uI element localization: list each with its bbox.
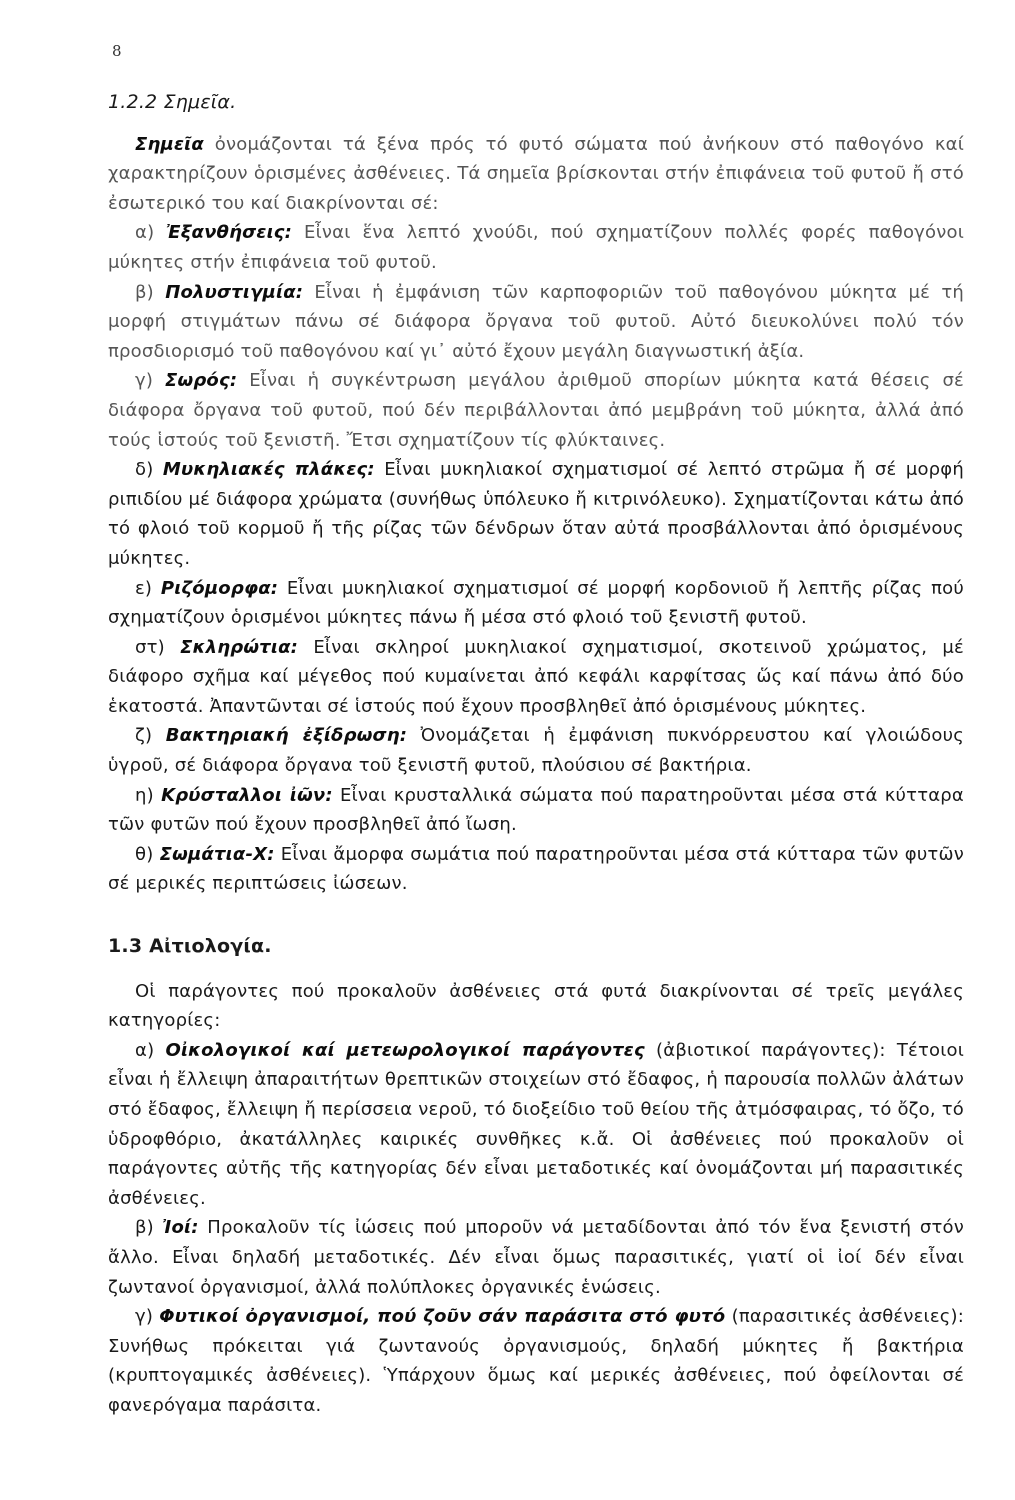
item-prefix: γ) bbox=[135, 1306, 160, 1328]
term: Σωρός: bbox=[165, 370, 238, 392]
item-text: Προκαλοῦν τίς ἰώσεις πού μποροῦν νά μεταδίδονται ἀπό τόν ἕνα ξενιστή στόν ἄλλο. Εἶναι δηλαδή μεταδοτικές. Δέν εἶναι ὅμως παρασιτικές, γιατί οἱ ἰοί δέν εἶναι ζωντανοί ὀργανισμοί, ἀλλά πολύπλοκες ὀργανικές ἑνώσεις. bbox=[108, 1217, 964, 1298]
term: Πολυστιγμία: bbox=[165, 281, 304, 303]
term: Σκληρώτια: bbox=[180, 636, 299, 658]
item-text: Εἶναι ἕνα λεπτό χνούδι, πού σχηματίζουν πολλές φορές παθογόνοι μύκητες στήν ἐπιφάνεια τοῦ φυτοῦ. bbox=[108, 222, 964, 273]
item-text: Ὀνομάζεται ἡ ἐμφάνιση πυκνόρρευστου καί γλοιώδους ὑγροῦ, σέ διάφορα ὄργανα τοῦ ξενιστῆ φυτοῦ, πλούσιου σέ βακτήρια. bbox=[108, 725, 964, 777]
item-text: (παρασιτικές ἀσθένειες): Συνήθως πρόκειται γιά ζωντανούς ὀργανισμούς, δηλαδή μύκητες ἤ βακτήρια (κρυπτογαμικές ἀσθένειες). Ὑπάρχουν ὅμως καί μερικές ἀσθένειες, πού ὀφείλονται σέ φανερόγαμα παράσιτα. bbox=[108, 1306, 965, 1416]
cause-item-b bbox=[108, 1213, 964, 1302]
term: Κρύσταλλοι ἰῶν: bbox=[161, 784, 333, 806]
item-prefix: ζ) bbox=[135, 725, 166, 747]
item-text: Εἶναι μυκηλιακοί σχηματισμοί σέ μορφή κορδονιοῦ ἤ λεπτῆς ρίζας πού σχηματίζουν ὁρισμένοι μύκητες πάνω ἤ μέσα στό φλοιό τοῦ ξενιστῆ φυτοῦ. bbox=[108, 577, 964, 629]
list-item-h bbox=[108, 781, 964, 840]
term: Ριζόμορφα: bbox=[160, 577, 279, 599]
item-prefix: α) bbox=[135, 1039, 166, 1061]
paragraph-intro-1-3: Οἱ παράγοντες πού προκαλοῦν ἀσθένειες στά φυτά διακρίνονται σέ τρεῖς μεγάλες κατηγορίες: bbox=[108, 980, 964, 1032]
page-number: 8 bbox=[112, 42, 122, 60]
list-item-e bbox=[108, 574, 964, 633]
item-prefix: β) bbox=[135, 281, 166, 303]
item-prefix: η) bbox=[135, 784, 162, 806]
page-body bbox=[108, 88, 964, 1421]
item-prefix: δ) bbox=[135, 459, 163, 481]
cause-item-c bbox=[108, 1302, 964, 1420]
term: Ἐξανθήσεις: bbox=[166, 222, 293, 244]
paragraph-text: ὀνομάζονται τά ξένα πρός τό φυτό σώματα πού ἀνήκουν στό παθογόνο καί χαρακτηρίζουν ὁρισμένες ἀσθένειες. Τά σημεῖα βρίσκονται στήν ἐπιφάνεια τοῦ φυτοῦ ἤ στό ἐσωτερικό του καί διακρίνονται σέ: bbox=[108, 133, 964, 214]
term: Σημεῖα bbox=[135, 133, 204, 155]
term: Φυτικοί ὀργανισμοί, πού ζοῦν σάν παράσιτα στό φυτό bbox=[159, 1306, 726, 1328]
item-prefix: α) bbox=[135, 222, 167, 244]
list-item-c bbox=[108, 366, 964, 455]
list-item-st bbox=[108, 633, 964, 722]
term: Ἰοί: bbox=[162, 1217, 199, 1239]
list-item-d bbox=[108, 455, 964, 573]
list-item-th bbox=[108, 840, 964, 899]
list-item-z bbox=[108, 721, 964, 780]
term: Σωμάτια-Χ: bbox=[159, 843, 275, 865]
item-text: Εἶναι μυκηλιακοί σχηματισμοί σέ λεπτό στρῶμα ἤ σέ μορφή ριπιδίου μέ διάφορα χρώματα (συνήθως ὑπόλευκο ἤ κιτρινόλευκο). Σχηματίζονται κάτω ἀπό τό φλοιό τοῦ κορμοῦ ἤ τῆς ρίζας τῶν δένδρων ὅταν αὐτά προσβάλλονται ἀπό ὁρισμένους μύκητες. bbox=[108, 459, 964, 569]
item-prefix: ε) bbox=[135, 577, 161, 599]
item-text: Εἶναι κρυσταλλικά σώματα πού παρατηροῦνται μέσα στά κύτταρα τῶν φυτῶν πού ἔχουν προσβληθεῖ ἀπό ἴωση. bbox=[108, 784, 964, 836]
item-text: Εἶναι ἄμορφα σωμάτια πού παρατηροῦνται μέσα στά κύτταρα τῶν φυτῶν σέ μερικές περιπτώσεις ἰώσεων. bbox=[108, 843, 964, 895]
cause-item-a bbox=[108, 1036, 964, 1214]
term: Μυκηλιακές πλάκες: bbox=[162, 459, 375, 481]
term: Βακτηριακή ἐξίδρωση: bbox=[165, 725, 408, 747]
item-text: Εἶναι σκληροί μυκηλιακοί σχηματισμοί, σκοτεινοῦ χρώματος, μέ διάφορο σχῆμα καί μέγεθος πού κυμαίνεται ἀπό κεφάλι καρφίτσας ὥς καί πάνω ἀπό δύο ἑκατοστά. Ἀπαντῶνται σέ ἱστούς πού ἔχουν προσβληθεῖ ἀπό ὁρισμένους μύκητες. bbox=[108, 636, 964, 717]
item-text: Εἶναι ἡ ἐμφάνιση τῶν καρποφοριῶν τοῦ παθογόνου μύκητα μέ τή μορφή στιγμάτων πάνω σέ διάφορα ὄργανα τοῦ φυτοῦ. Αὐτό διευκολύνει πολύ τόν προσδιορισμό τοῦ παθογόνου καί γι᾽ αὐτό ἔχουν μεγάλη διαγνωστική ἀξία. bbox=[108, 281, 964, 362]
item-prefix: στ) bbox=[135, 636, 181, 658]
item-prefix: γ) bbox=[135, 370, 165, 392]
paragraph-intro bbox=[108, 130, 964, 219]
list-item-b bbox=[108, 278, 964, 367]
item-prefix: β) bbox=[135, 1217, 163, 1239]
section-heading-1-3: 1.3 Αἰτιολογία. bbox=[108, 935, 272, 958]
list-item-a bbox=[108, 218, 964, 277]
item-prefix: θ) bbox=[135, 843, 160, 865]
item-text: (ἀβιοτικοί παράγοντες): Τέτοιοι εἶναι ἡ ἔλλειψη ἀπαραιτήτων θρεπτικῶν στοιχείων στό ἔδαφος, ἡ παρουσία πολλῶν ἀλάτων στό ἔδαφος, ἔλλειψη ἤ περίσσεια νεροῦ, τό διοξείδιο τοῦ θείου τῆς ἀτμόσφαιρας, τό ὄζο, τό ὑδροφθόριο, ἀκατάλληλες καιρικές συνθῆκες κ.ἄ. Οἱ ἀσθένειες πού προκαλοῦν οἱ παράγοντες αὐτῆς τῆς κατηγορίας δέν εἶναι μεταδοτικές καί ὀνομάζονται μή παρασιτικές ἀσθένειες. bbox=[108, 1039, 964, 1209]
section-heading-1-2-2: 1.2.2 Σημεῖα. bbox=[108, 91, 237, 113]
item-text: Εἶναι ἡ συγκέντρωση μεγάλου ἀριθμοῦ σπορίων μύκητα κατά θέσεις σέ διάφορα ὄργανα τοῦ φυτοῦ, πού δέν περιβάλλονται ἀπό μεμβράνη τοῦ μύκητα, ἀλλά ἀπό τούς ἱστούς τοῦ ξενιστῆ. Ἔτσι σχηματίζουν τίς φλύκταινες. bbox=[108, 370, 964, 451]
term: Οἰκολογικοί καί μετεωρολογικοί παράγοντες bbox=[165, 1039, 645, 1061]
